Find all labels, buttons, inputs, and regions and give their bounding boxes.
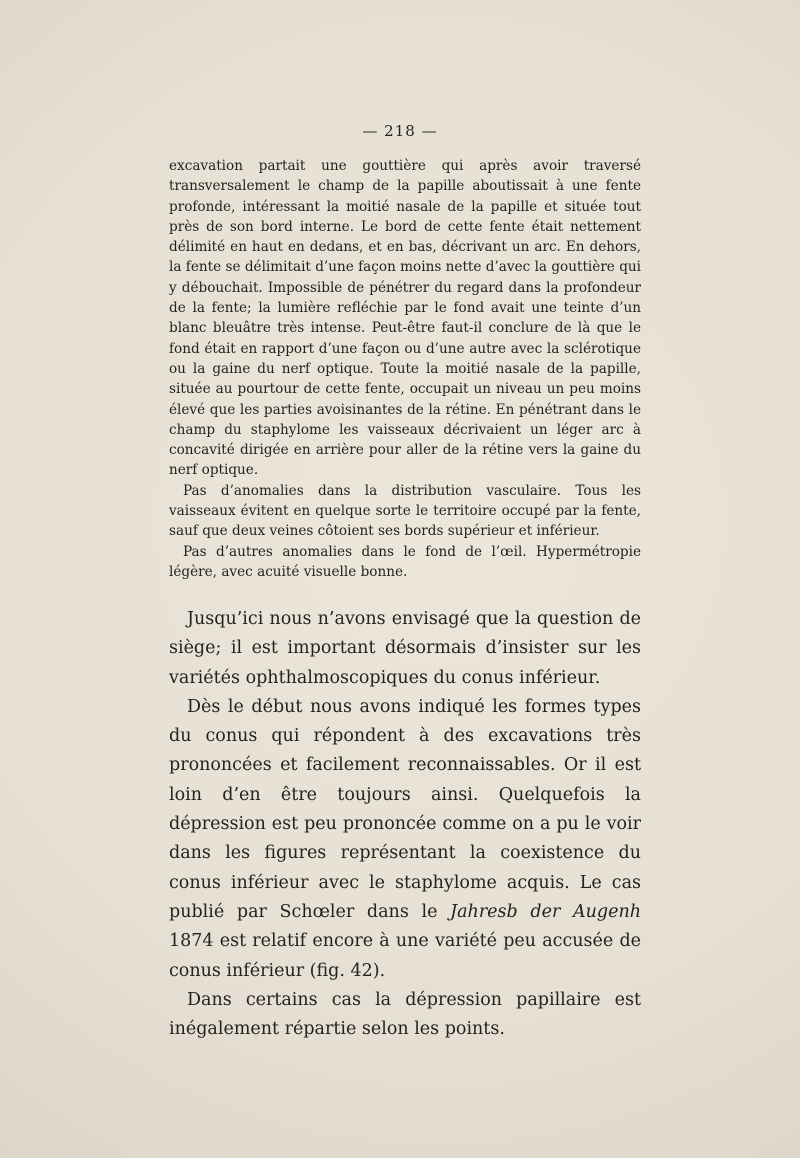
paragraph-large-1: Jusqu’ici nous n’avons envisagé que la question de siège; il est important désormais d’insister sur les variétés ophthalmoscopiques du conus inférieur.	[169, 609, 641, 688]
paragraph-small-1: excavation partait une gouttière qui après avoir traversé transversalement le champ de la papille aboutissait à une fente profonde, intéressant la moitié nasale de la papille et située tout près de son bord interne. Le bord de cette fente était nettement délimité en haut en dedans, et en bas, décrivant un arc. En dehors, la fente se délimitait d’une façon moins nette d’avec la gouttière qui y débouchait. Impossible de pénétrer du regard dans la profondeur de la fente; la lumière refléchie par le fond avait une teinte d’un blanc bleuâtre très intense. Peut-être faut-il conclure de là que le fond était en rapport d’une façon ou d’une autre avec la sclérotique ou la gaine du nerf optique. Toute la moitié nasale de la papille, située au pourtour de cette fente, occupait un niveau un peu moins élevé que les parties avoisinantes de la rétine. En pénétrant dans le champ du staphylome les vaisseaux décrivaient un léger arc à concavité dirigée en arrière pour aller de la rétine vers la gaine du nerf optique.	[169, 158, 641, 479]
paragraph-small-3: Pas d’autres anomalies dans le fond de l’œil. Hypermétropie légère, avec acuité visuelle bonne.	[169, 543, 641, 580]
paragraph-large-2-after: 1874 est relatif encore à une variété peu accusée de conus inférieur (fig. 42).	[169, 931, 641, 981]
page-number: — 218 —	[362, 122, 438, 140]
large-text-block	[169, 605, 641, 1044]
paragraph-small-2: Pas d’anomalies dans la distribution vasculaire. Tous les vaisseaux évitent en quelque sorte le territoire occupé par la fente, sauf que deux veines côtoient ses bords supérieur et inférieur.	[169, 482, 641, 540]
small-text-block	[169, 156, 641, 582]
journal-title: Jahresb der Augenh	[450, 901, 641, 922]
paragraph-large-3: Dans certains cas la dépression papillaire est inégalement répartie selon les points.	[169, 989, 641, 1040]
paragraph-large-2-before: Dès le début nous avons indiqué les formes types du conus qui répondent à des excavations très prononcées et facilement reconnaissables. Or il est loin d’en être toujours ainsi. Quelquefois la dépression est peu prononcée comme on a pu le voir dans les figures représentant la coexistence du conus inférieur avec le staphylome acquis. Le cas publié par Schœler dans le	[169, 696, 641, 922]
paragraph-large-2	[169, 693, 641, 986]
